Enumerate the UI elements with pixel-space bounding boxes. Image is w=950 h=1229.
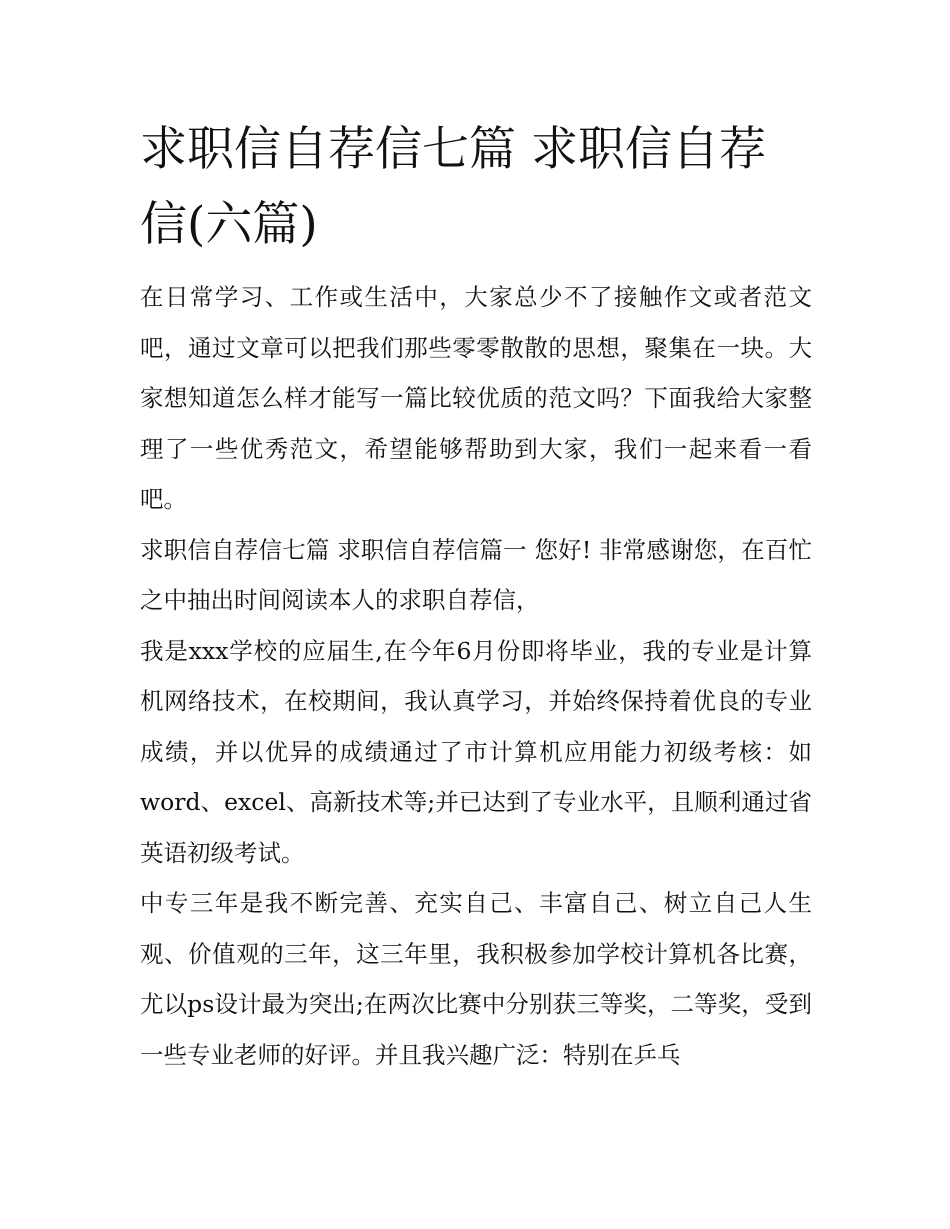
title-spacer <box>140 262 812 272</box>
paragraph-greeting: 求职信自荐信七篇 求职信自荐信篇一 您好! 非常感谢您，在百忙之中抽出时间阅读本人的求职自荐信， <box>140 535 812 614</box>
paragraph-education: 我是xxx学校的应届生,在今年6月份即将毕业，我的专业是计算机网络技术，在校期间，我认真学习，并始终保持着优良的专业成绩，并以优异的成绩通过了市计算机应用能力初级考核：如word、excel、高新技术等;并已达到了专业水平，且顺利通过省英语初级考试。 <box>140 636 812 867</box>
document-body <box>140 112 812 1080</box>
document-title: 求职信自荐信七篇 求职信自荐信(六篇) <box>140 122 766 252</box>
paragraph-intro: 在日常学习、工作或生活中，大家总少不了接触作文或者范文吧，通过文章可以把我们那些零零散散的思想，聚集在一块。大家想知道怎么样才能写一篇比较优质的范文吗？下面我给大家整理了一些优秀范文，希望能够帮助到大家，我们一起来看一看吧。 <box>140 283 812 513</box>
paragraph-experience: 中专三年是我不断完善、充实自己、丰富自己、树立自己人生观、价值观的三年，这三年里，我积极参加学校计算机各比赛，尤以ps设计最为突出;在两次比赛中分别获三等奖，二等奖，受到一些专业老师的好评。并且我兴趣广泛：特别在乒乓 <box>140 889 812 1069</box>
